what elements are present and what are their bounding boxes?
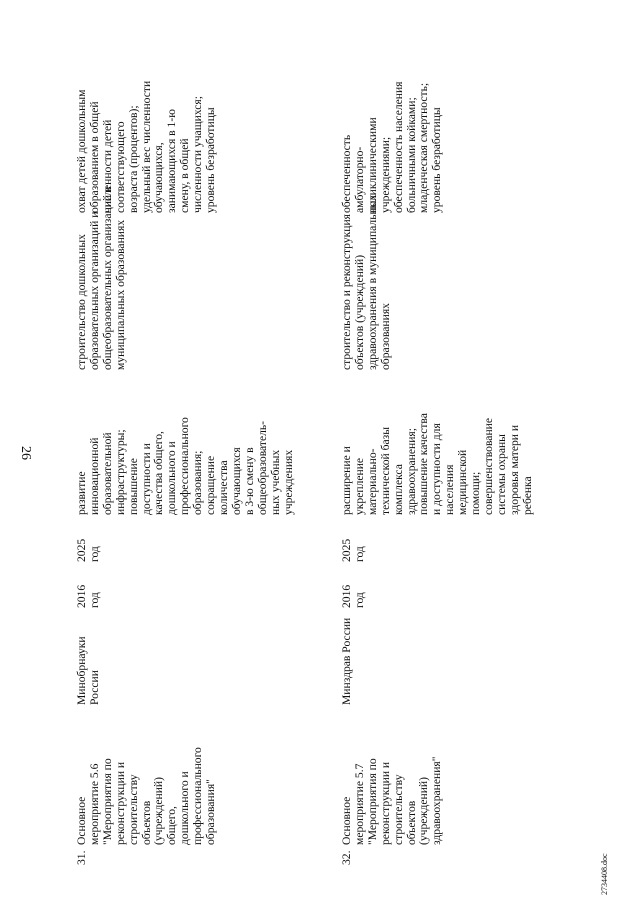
- row-31-name: Основное мероприятие 5.6 "Мероприятия по реконструкции и строительству объектов (учреждений) общего, дошкольного и профессионального образования": [75, 747, 218, 845]
- row-31-indicators: охват детей дошкольным образованием в общей численности детей соответствующего возраста (процентов); удельный вес численности обучающихся, занимающихся в 1-ю смену, в общей численности учащихся; уровень безработицы: [75, 80, 218, 213]
- row-31-result: развитие инновационной образовательной инфраструктуры; повышение доступности и качества общего, дошкольного и профессионального образования; сокращение количества обучающихся в 3-ю смену в общеобразователь- ных учебных учреждениях: [75, 417, 295, 515]
- document-footer: 2734408.doc: [600, 853, 609, 895]
- row-32-directions: строительство и реконструкция объектов (учреждений) здравоохранения в муниципальных образованиях: [340, 194, 392, 370]
- row-32-indicators: обеспеченность амбулаторно- поликлиническими учреждениями; обеспеченность населения больничными койками; младенческая смертность; уровень безработицы: [340, 81, 444, 213]
- row-32-name: Основное мероприятие 5.7 "Мероприятия по реконструкции и строительству объектов (учреждений) здравоохранения": [340, 756, 444, 845]
- row-32-responsible: Минздрав России: [340, 617, 353, 705]
- row-31-end: 2025 год: [75, 538, 101, 562]
- row-32-result: расширение и укрепление материально- технической базы комплекса здравоохранения; повышение качества и доступности для населения медицинской помощи; совершенствование системы охраны здоровья матери и ребенка: [340, 413, 534, 515]
- row-31-num: 31.: [75, 850, 88, 865]
- row-32-start: 2016 год: [340, 584, 366, 608]
- row-31-directions: строительство дошкольных образовательных организаций и общеобразовательных организаций в муниципальных образованиях: [75, 186, 127, 370]
- row-31-responsible: Минобрнауки России: [75, 636, 101, 705]
- row-31-start: 2016 год: [75, 584, 101, 608]
- page-number: 26: [18, 446, 33, 460]
- row-32-end: 2025 год: [340, 538, 366, 562]
- row-32-num: 32.: [340, 850, 353, 865]
